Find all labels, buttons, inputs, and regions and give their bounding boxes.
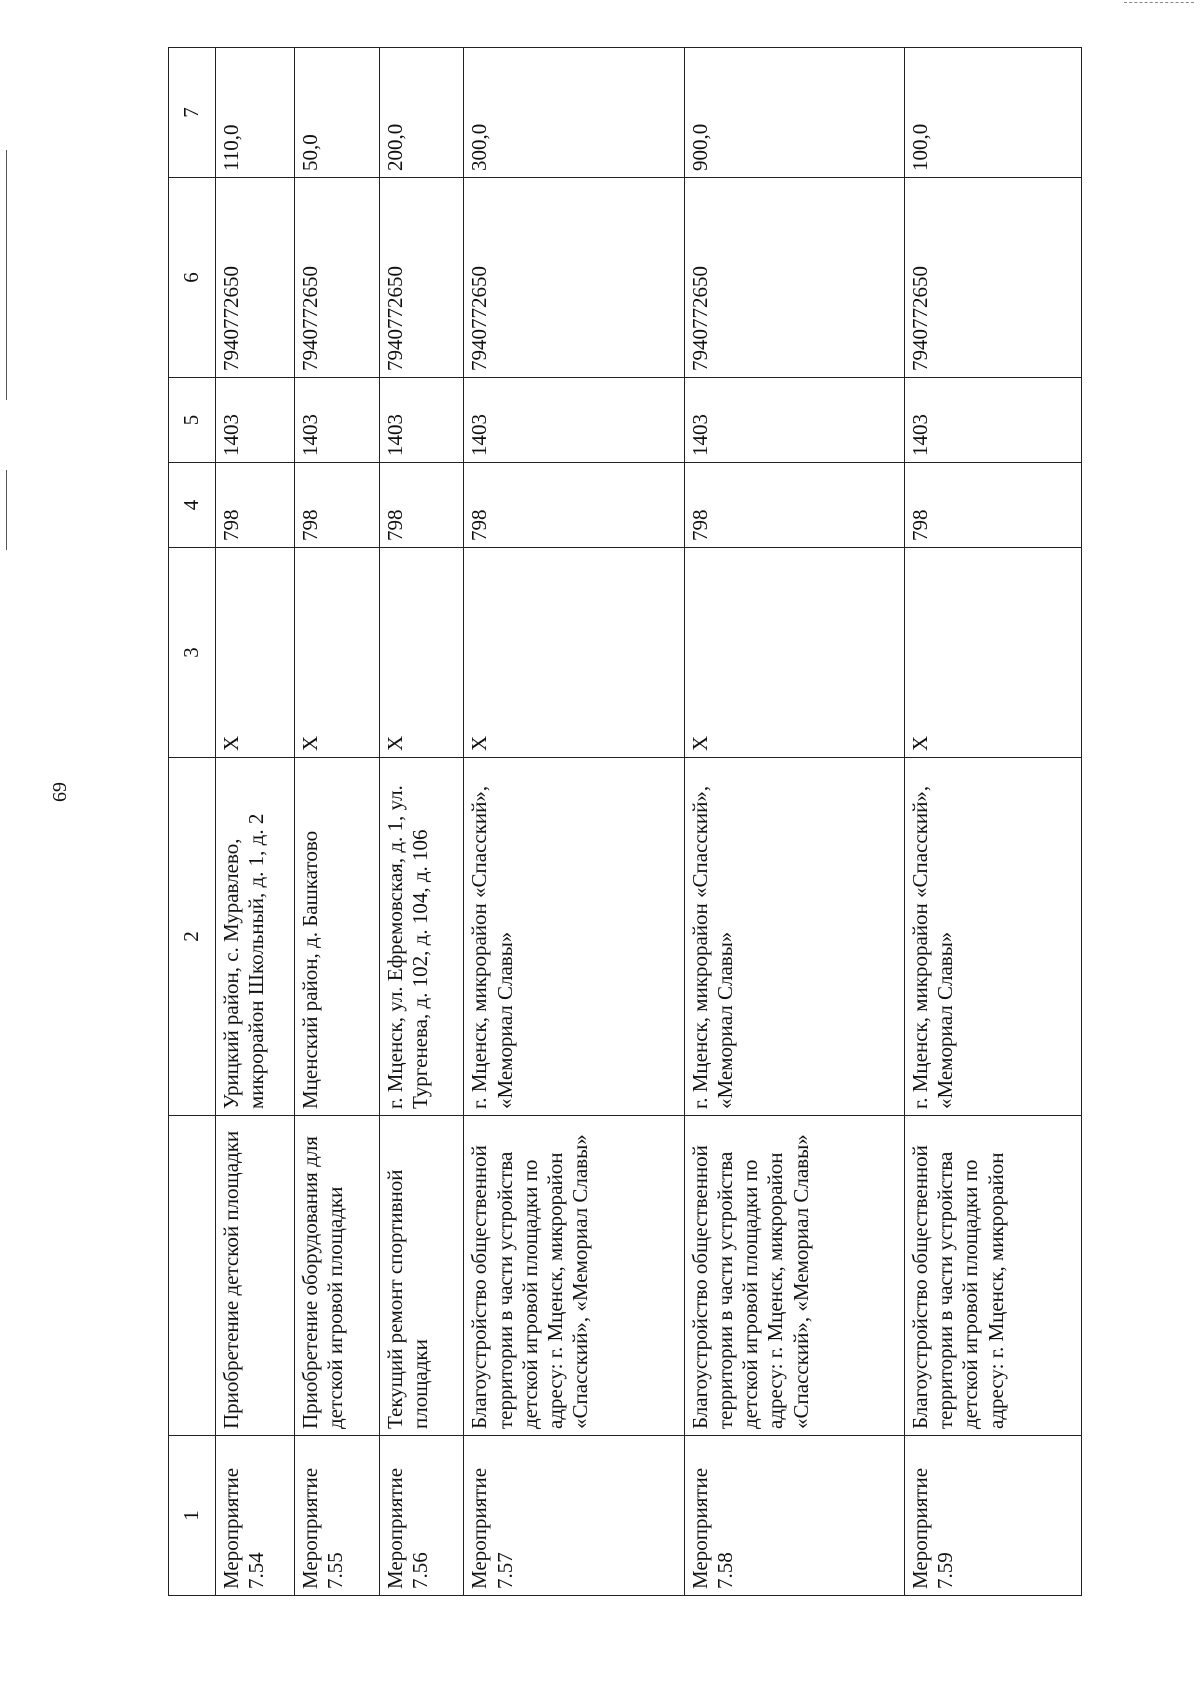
address-cell: г. Мценск, ул. Ефремовская, д. 1, ул. Тургенева, д. 102, д. 104, д. 106	[379, 758, 464, 1116]
measure-id-cell: Мероприятие 7.59	[905, 1436, 1082, 1596]
table-row	[295, 48, 380, 1596]
col7-cell: 900,0	[684, 48, 904, 178]
col4-cell: 798	[379, 463, 464, 548]
header-cell-blank	[169, 1116, 216, 1436]
header-cell-3: 3	[169, 548, 216, 758]
header-cell-7: 7	[169, 48, 216, 178]
col7-cell: 300,0	[464, 48, 684, 178]
table-row	[464, 48, 684, 1596]
table-row	[379, 48, 464, 1596]
col7-cell: 200,0	[379, 48, 464, 178]
col5-cell: 1403	[464, 378, 684, 463]
measure-id-cell: Мероприятие 7.54	[215, 1436, 294, 1596]
rotated-table-sheet	[168, 48, 1082, 1596]
col6-cell: 7940772650	[464, 178, 684, 378]
measure-name-cell: Текущий ремонт спортивной площадки	[379, 1116, 464, 1436]
col4-cell: 798	[905, 463, 1082, 548]
measure-name-cell: Благоустройство общественной территории в части устройства детской игровой площадки по адресу: г. Мценск, микрорайон «Спасский», «Мемориал Славы»	[684, 1116, 904, 1436]
col6-cell: 7940772650	[379, 178, 464, 378]
scan-edge-line	[6, 470, 7, 550]
scan-edge-line	[6, 150, 7, 400]
measure-id-cell: Мероприятие 7.56	[379, 1436, 464, 1596]
col5-cell: 1403	[295, 378, 380, 463]
table-row	[215, 48, 294, 1596]
scan-corner-mark	[1124, 2, 1194, 4]
measure-id-cell: Мероприятие 7.55	[295, 1436, 380, 1596]
col6-cell: 7940772650	[295, 178, 380, 378]
col3-cell: X	[464, 548, 684, 758]
header-cell-2: 2	[169, 758, 216, 1116]
col3-cell: X	[684, 548, 904, 758]
col4-cell: 798	[215, 463, 294, 548]
table-row	[905, 48, 1082, 1596]
col6-cell: 7940772650	[905, 178, 1082, 378]
col3-cell: X	[215, 548, 294, 758]
col5-cell: 1403	[684, 378, 904, 463]
col4-cell: 798	[464, 463, 684, 548]
address-cell: г. Мценск, микрорайон «Спасский», «Мемориал Славы»	[905, 758, 1082, 1116]
col6-cell: 7940772650	[215, 178, 294, 378]
address-cell: г. Мценск, микрорайон «Спасский», «Мемориал Славы»	[464, 758, 684, 1116]
measure-name-cell: Приобретение детской площадки	[215, 1116, 294, 1436]
address-cell: г. Мценск, микрорайон «Спасский», «Мемориал Славы»	[684, 758, 904, 1116]
measure-id-cell: Мероприятие 7.58	[684, 1436, 904, 1596]
col3-cell: X	[379, 548, 464, 758]
col5-cell: 1403	[215, 378, 294, 463]
program-table	[168, 47, 1082, 1596]
address-cell: Урицкий район, с. Муравлево, микрорайон Школьный, д. 1, д. 2	[215, 758, 294, 1116]
header-cell-4: 4	[169, 463, 216, 548]
col7-cell: 50,0	[295, 48, 380, 178]
measure-name-cell: Приобретение оборудования для детской игровой площадки	[295, 1116, 380, 1436]
col4-cell: 798	[684, 463, 904, 548]
col7-cell: 100,0	[905, 48, 1082, 178]
col3-cell: X	[295, 548, 380, 758]
col5-cell: 1403	[379, 378, 464, 463]
header-cell-1: 1	[169, 1436, 216, 1596]
page-number: 69	[49, 782, 71, 802]
col4-cell: 798	[295, 463, 380, 548]
col7-cell: 110,0	[215, 48, 294, 178]
measure-name-cell: Благоустройство общественной территории в части устройства детской игровой площадки по адресу: г. Мценск, микрорайон «Спасский», «Мемориал Славы»	[464, 1116, 684, 1436]
col6-cell: 7940772650	[684, 178, 904, 378]
measure-name-cell: Благоустройство общественной территории в части устройства детской игровой площадки по адресу: г. Мценск, микрорайон	[905, 1116, 1082, 1436]
col3-cell: X	[905, 548, 1082, 758]
header-row	[169, 48, 216, 1596]
header-cell-6: 6	[169, 178, 216, 378]
col5-cell: 1403	[905, 378, 1082, 463]
measure-id-cell: Мероприятие 7.57	[464, 1436, 684, 1596]
header-cell-5: 5	[169, 378, 216, 463]
table-row	[684, 48, 904, 1596]
address-cell: Мценский район, д. Башкатово	[295, 758, 380, 1116]
